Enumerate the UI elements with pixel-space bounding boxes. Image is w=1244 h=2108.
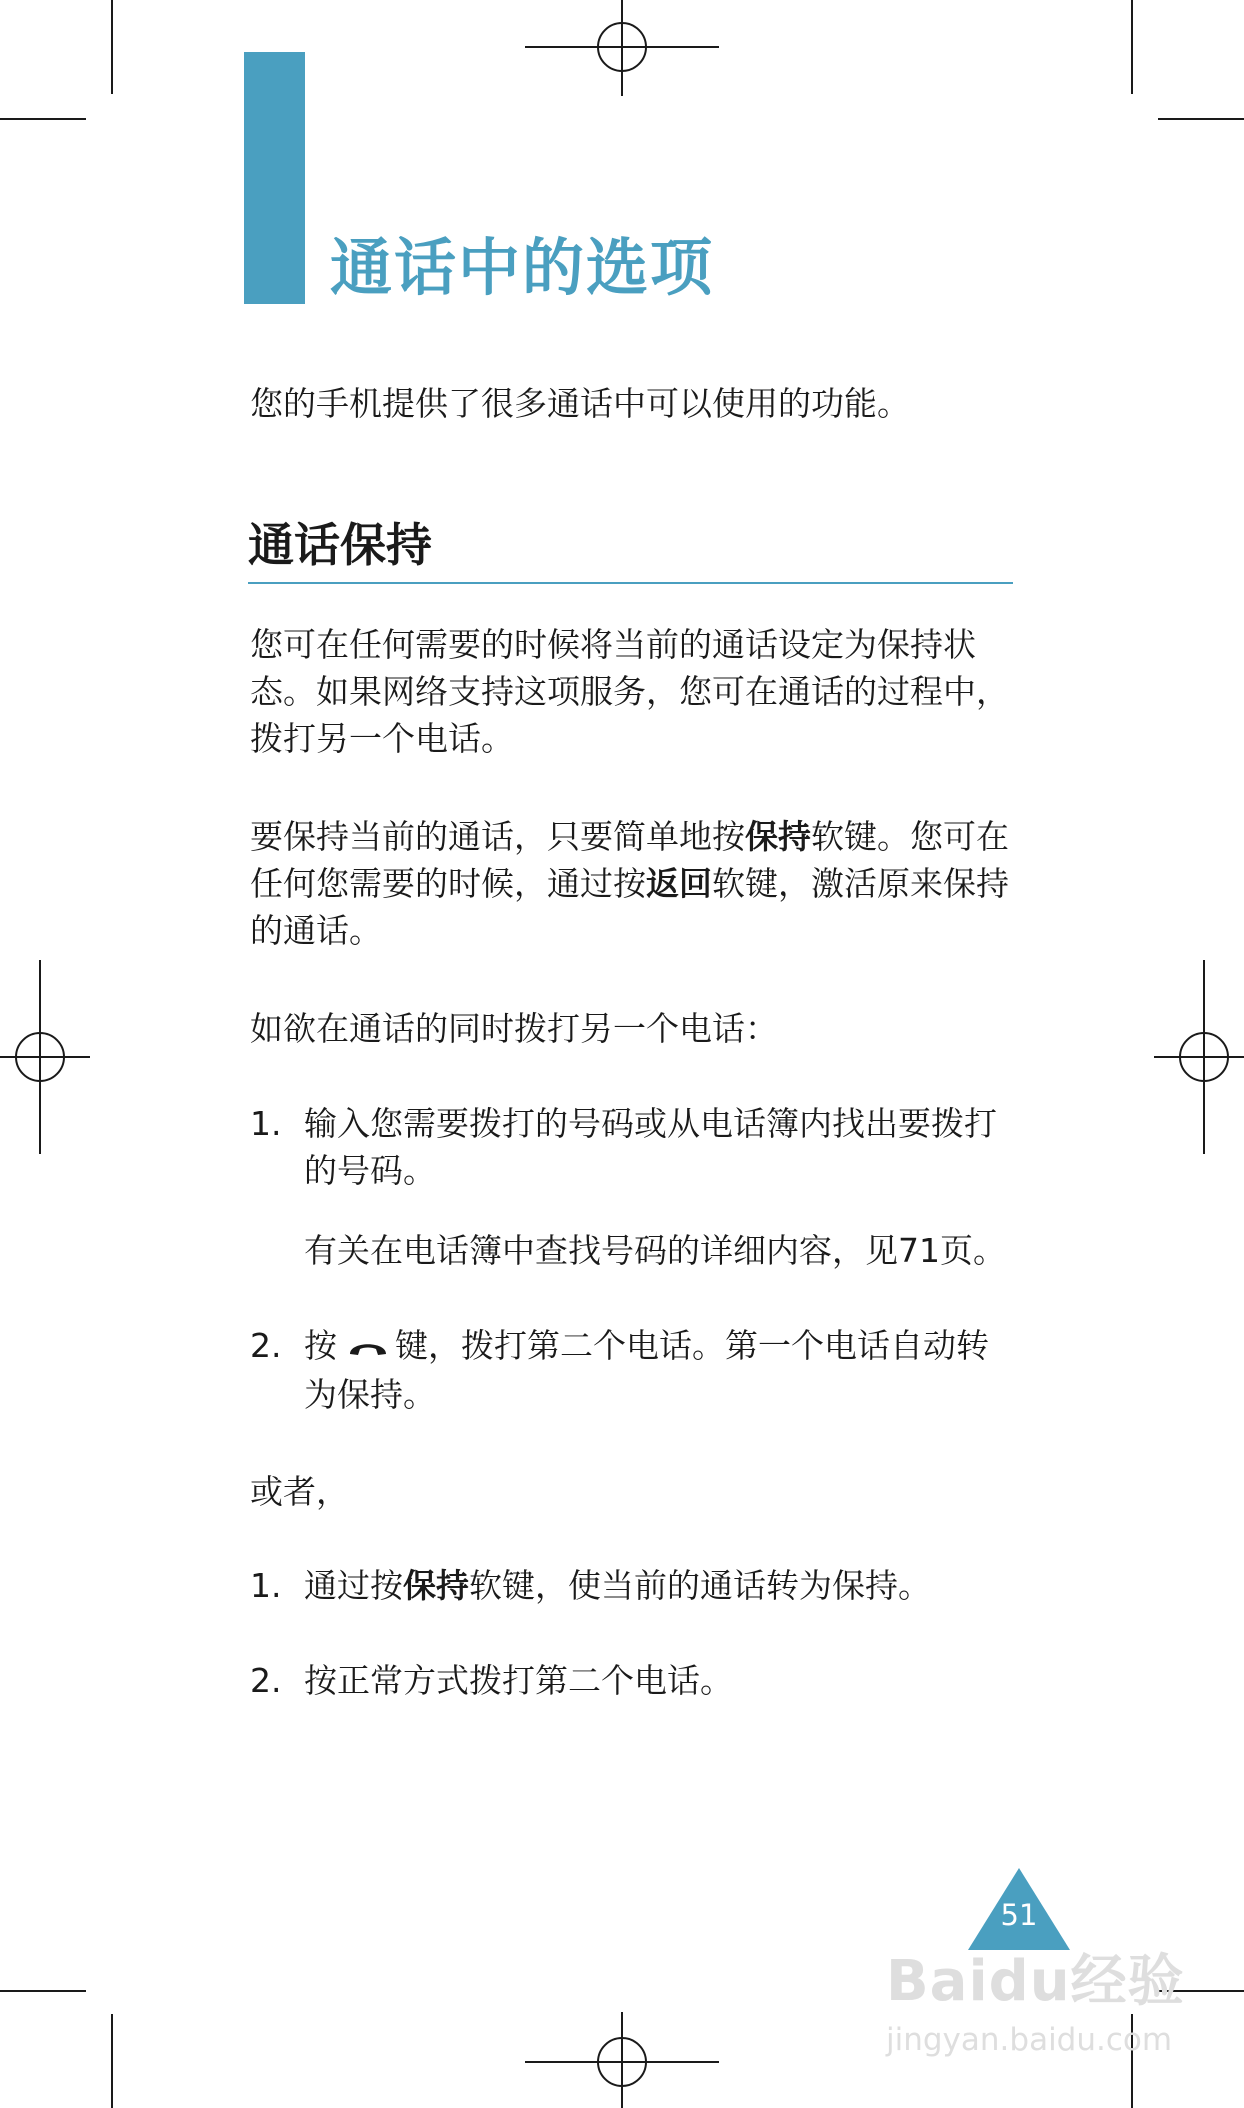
step-text [304,1562,1020,1609]
page-number: 51 [1000,1898,1038,1932]
step-text [304,1322,1020,1418]
text-run: 要保持当前的通话，只要简单地按 [250,817,745,856]
back-softkey-label: 返回 [646,864,712,903]
step-number: 1. [250,1566,282,1605]
step-number: 1. [250,1104,282,1143]
intro-paragraph: 您的手机提供了很多通话中可以使用的功能。 [250,384,910,423]
step-number: 2. [250,1326,282,1365]
or-text: 或者， [250,1472,349,1511]
text-run: 软键，激活原来保持的通话。 [250,864,1009,950]
text-run: 通过按 [304,1566,403,1605]
hold-description-paragraph: 您可在任何需要的时候将当前的通话设定为保持状态。如果网络支持这项服务，您可在通话的过程中，拨打另一个电话。 [250,625,1009,758]
section-title: 通话保持 [248,518,432,572]
second-call-intro: 如欲在通话的同时拨打另一个电话： [250,1009,778,1048]
step-text: 按正常方式拨打第二个电话。 [304,1661,733,1700]
hold-softkey-label: 保持 [403,1566,469,1605]
step-number: 2. [250,1661,282,1700]
chapter-accent-bar [244,52,305,304]
text-run: 键，拨打第二个电话。第一个电话自动转为保持。 [304,1326,989,1414]
step-text: 输入您需要拨打的号码或从电话簿内找出要拨打的号码。 [304,1104,997,1190]
phone-send-icon [347,1324,389,1371]
chapter-title: 通话中的选项 [330,231,715,304]
hold-softkey-label: 保持 [745,817,811,856]
text-run: 按 [304,1326,337,1365]
text-run: 软键。您可在任何您需要的时候，通过按 [250,817,1009,903]
hold-instructions-paragraph [250,813,1010,954]
section-divider [248,582,1013,584]
text-run: 软键，使当前的通话转为保持。 [469,1566,931,1605]
watermark-logo: Baidu经验 [886,1949,1185,2014]
phonebook-note: 有关在电话簿中查找号码的详细内容，见71页。 [304,1231,1006,1270]
watermark-url: jingyan.baidu.com [886,2022,1173,2058]
